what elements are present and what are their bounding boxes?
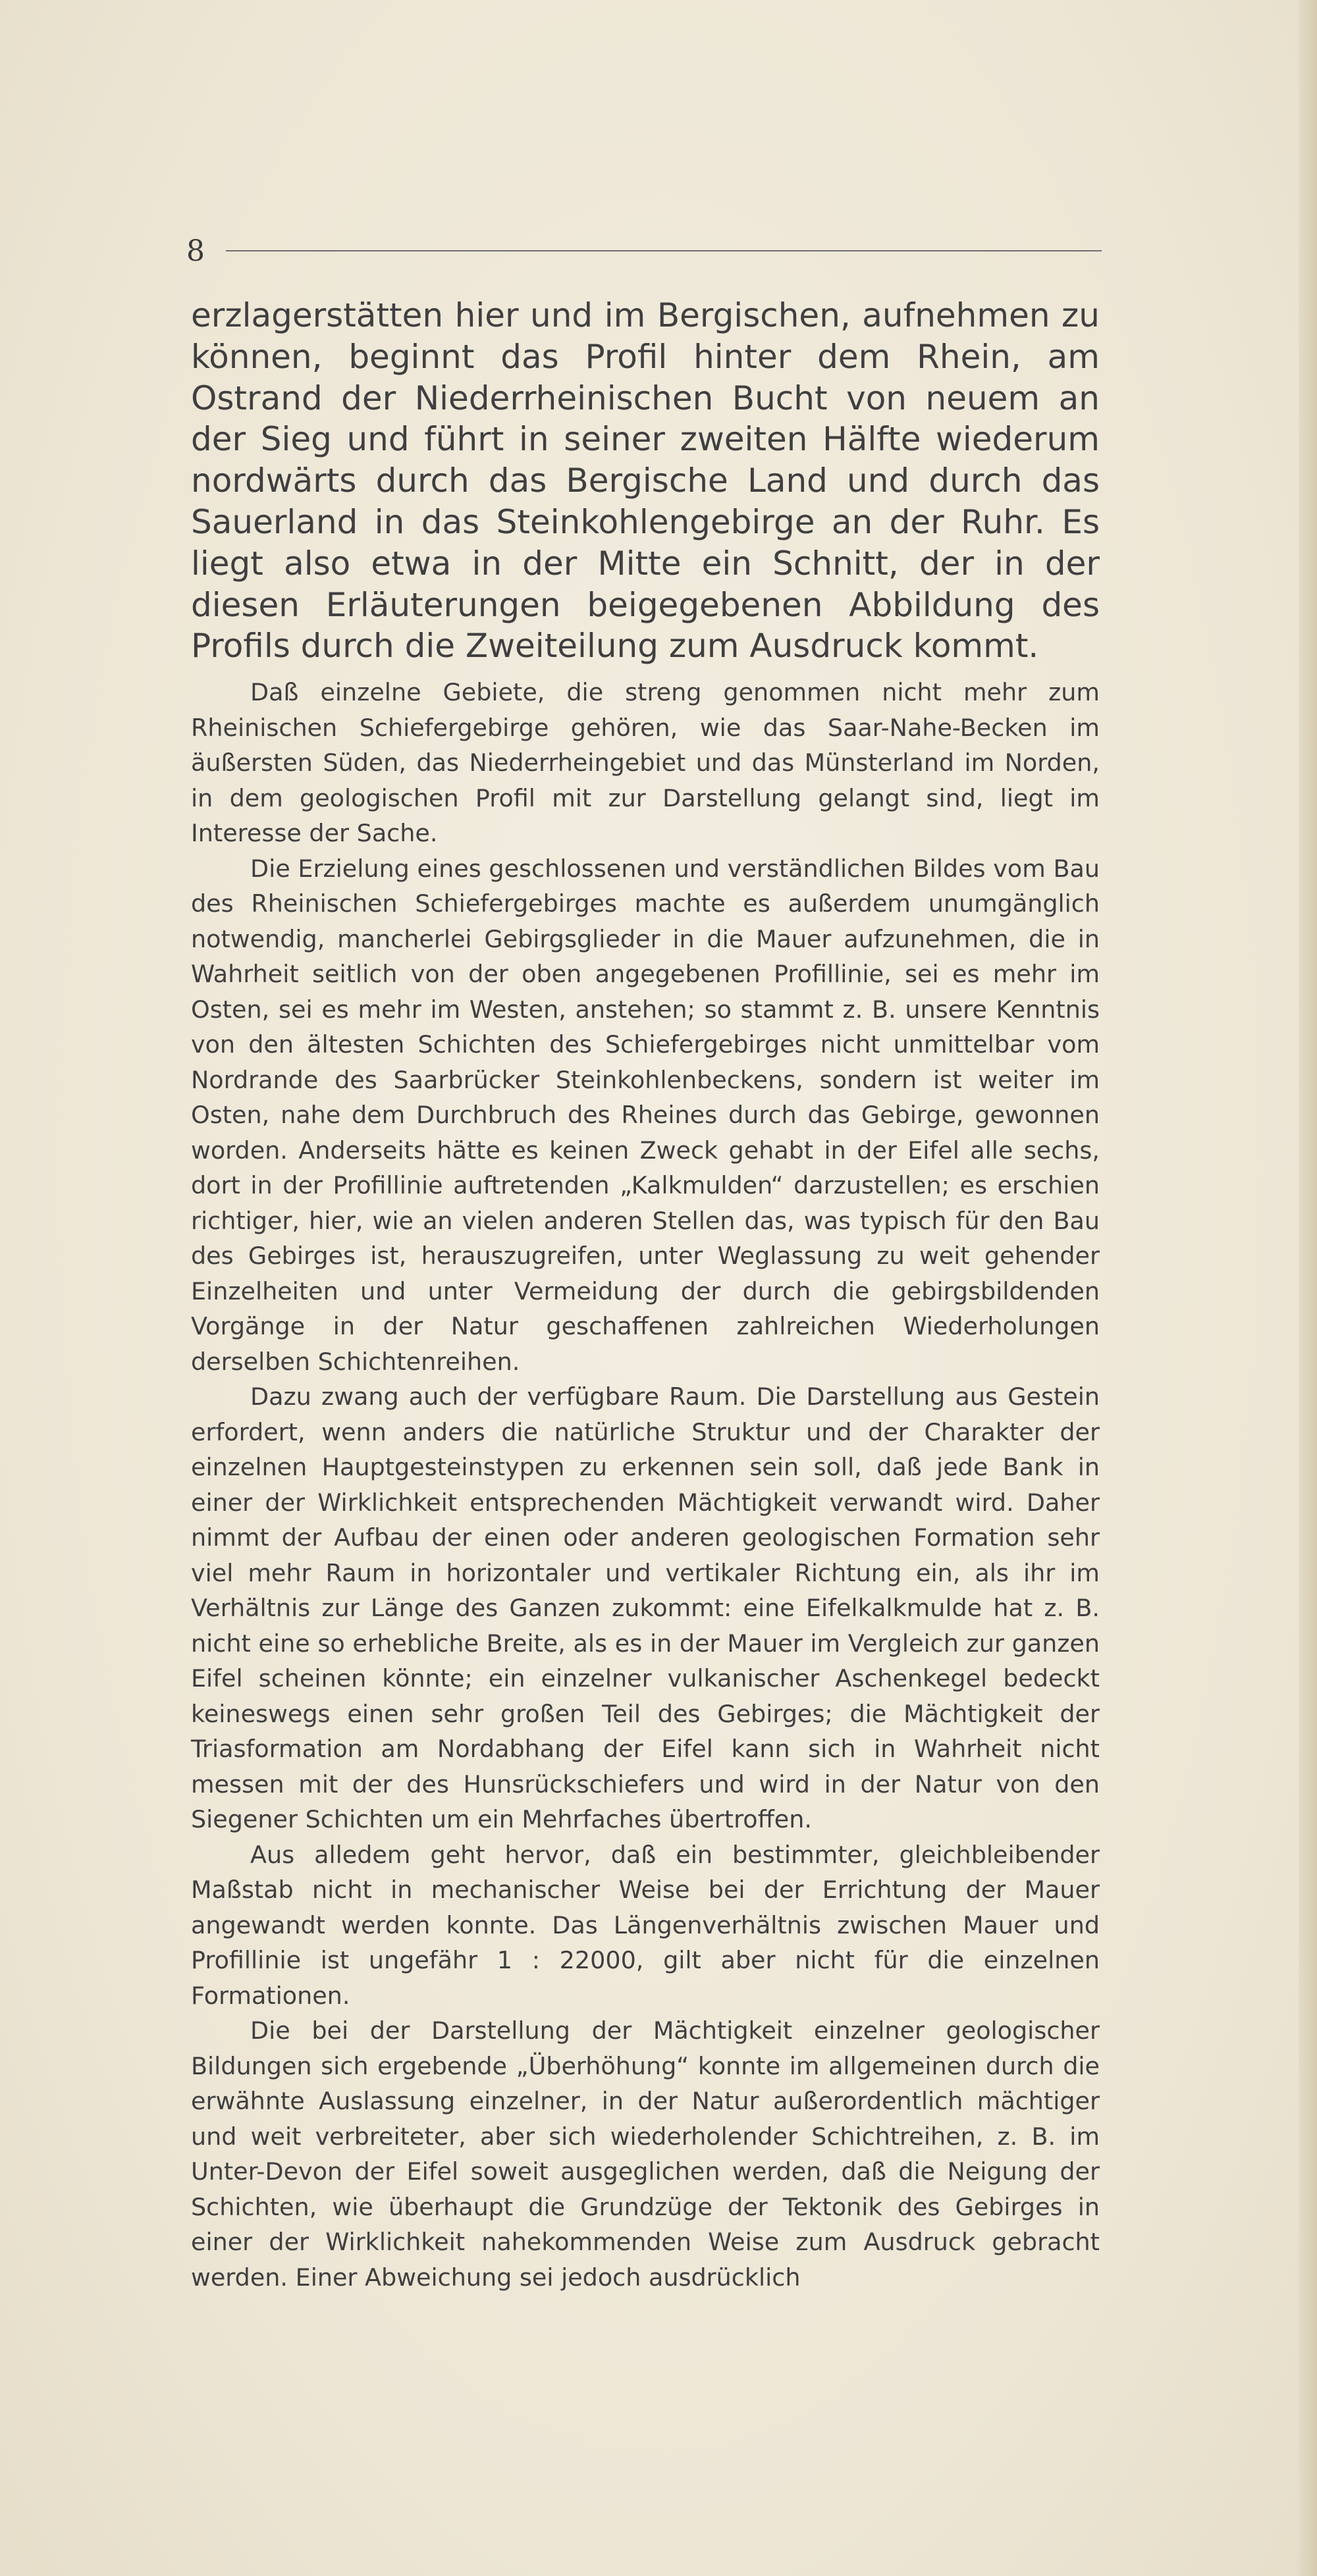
paragraph: Die Erzielung eines geschlossenen und verständlichen Bildes vom Bau des Rheinischen Schiefergebirges machte es außerdem unumgänglich notwendig, mancherlei Gebirgsglieder in die Mauer aufzunehmen, die in Wahrheit seitlich von der oben angegebenen Profillinie, sei es mehr im Osten, sei es mehr im Westen, anstehen; so stammt z. B. unsere Kenntnis von den ältesten Schichten des Schiefergebirges nicht unmittelbar vom Nordrande des Saarbrücker Steinkohlenbeckens, sondern ist weiter im Osten, nahe dem Durchbruch des Rheines durch das Gebirge, gewonnen worden. Anderseits hätte es keinen Zweck gehabt in der Eifel alle sechs, dort in der Profillinie auftretenden „Kalkmulden“ darzustellen; es erschien richtiger, hier, wie an vielen anderen Stellen das, was typisch für den Bau des Gebirges ist, herauszugreifen, unter Weglassung zu weit gehender Einzelheiten und unter Vermeidung der durch die gebirgsbildenden Vorgänge in der Natur geschaffenen zahlreichen Wiederholungen derselben Schichtenreihen. <box>191 854 1100 1376</box>
paragraph: Die bei der Darstellung der Mächtigkeit einzelner geologischer Bildungen sich ergebende „Überhöhung“ konnte im allgemeinen durch die erwähnte Auslassung einzelner, in der Natur außerordentlich mächtiger und weit verbreiteter, aber sich wiederholender Schichtreihen, z. B. im Unter-Devon der Eifel soweit ausgeglichen werden, daß die Neigung der Schichten, wie überhaupt die Grundzüge der Tektonik des Gebirges in einer der Wirklichkeit nahekommenden Weise zum Ausdruck gebracht werden. Einer Abweichung sei jedoch ausdrücklich <box>191 2016 1100 2292</box>
paragraph: Dazu zwang auch der verfügbare Raum. Die Darstellung aus Gestein erfordert, wenn anders die natürliche Struktur und der Charakter der einzelnen Hauptgesteinstypen zu erkennen sein soll, daß jede Bank in einer der Wirklichkeit entsprechenden Mächtigkeit verwandt wird. Daher nimmt der Aufbau der einen oder anderen geologischen Formation sehr viel mehr Raum in horizontaler und vertikaler Richtung ein, als ihr im Verhältnis zur Länge des Ganzen zukommt: eine Eifelkalkmulde hat z. B. nicht eine so erhebliche Breite, als es in der Mauer im Vergleich zur ganzen Eifel scheinen könnte; ein einzelner vulkanischer Aschenkegel bedeckt keineswegs einen sehr großen Teil des Gebirges; die Mächtigkeit der Triasformation am Nordabhang der Eifel kann sich in Wahrheit nicht messen mit der des Hunsrückschiefers und wird in der Natur von den Siegener Schichten um ein Mehrfaches übertroffen. <box>191 1382 1100 1834</box>
page-header <box>186 232 1102 271</box>
page-number: 8 <box>186 234 205 268</box>
header-rule <box>226 250 1102 251</box>
paragraph: Daß einzelne Gebiete, die streng genommen nicht mehr zum Rheinischen Schiefergebirge gehören, wie das Saar-Nahe-Becken im äußersten Süden, das Niederrheingebiet und das Münsterland im Norden, in dem geologischen Profil mit zur Darstellung gelangt sind, liegt im Interesse der Sache. <box>191 678 1100 848</box>
body-text <box>191 295 1100 2295</box>
page-edge <box>1299 0 1317 2576</box>
paragraph: Aus alledem geht hervor, daß ein bestimmter, gleichbleibender Maßstab nicht in mechanischer Weise bei der Errichtung der Mauer angewandt werden konnte. Das Längenverhältnis zwischen Mauer und Profillinie ist ungefähr 1 : 22000, gilt aber nicht für die einzelnen Formationen. <box>191 1840 1100 2010</box>
lead-paragraph: erzlagerstätten hier und im Bergischen, aufnehmen zu können, beginnt das Profil hinter dem Rhein, am Ostrand der Niederrheinischen Bucht von neuem an der Sieg und führt in seiner zweiten Hälfte wiederum nordwärts durch das Bergische Land und durch das Sauerland in das Steinkohlengebirge an der Ruhr. Es liegt also etwa in der Mitte ein Schnitt, der in der diesen Erläuterungen beigegebenen Abbildung des Profils durch die Zweiteilung zum Ausdruck kommt. <box>191 296 1100 666</box>
